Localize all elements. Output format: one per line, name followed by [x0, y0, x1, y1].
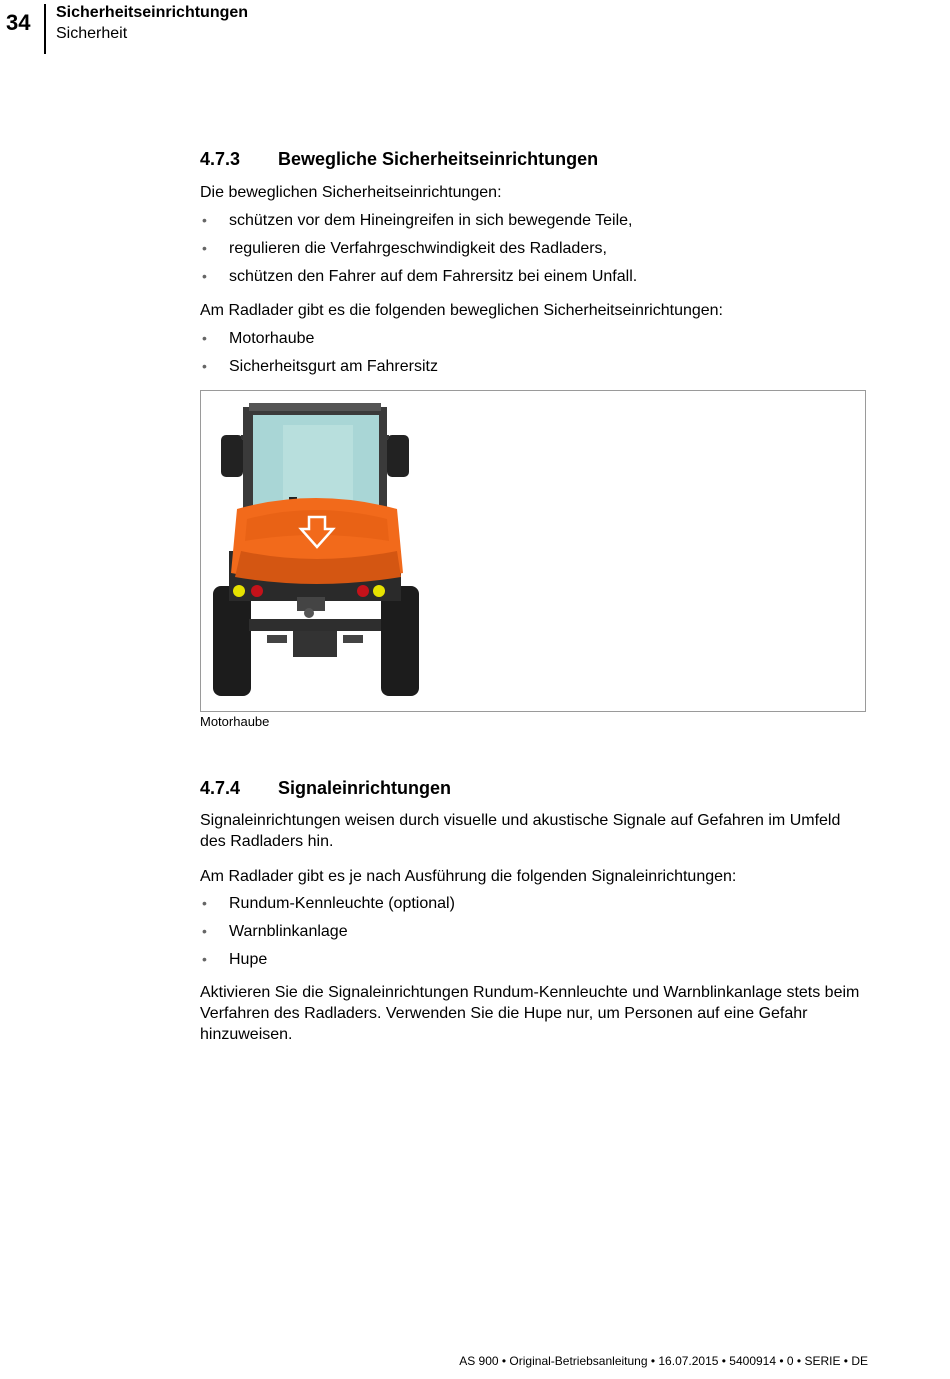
list-item: • schützen vor dem Hineingreifen in sich bewegende Teile,	[202, 212, 633, 229]
list-item: • Hupe	[202, 951, 268, 968]
paragraph: Signaleinrichtungen weisen durch visuelle und akustische Signale auf Gefahren im Umfeld des Radladers hin.	[200, 812, 841, 850]
list-item: • regulieren die Verfahrgeschwindigkeit des Radladers,	[202, 240, 607, 257]
intro-paragraph: Am Radlader gibt es je nach Ausführung die folgenden Signaleinrichtungen:	[200, 868, 737, 885]
paragraph: Aktivieren Sie die Signaleinrichtungen Rundum-Kennleuchte und Warnblinkanlage stets beim Verfahren des Radladers. Verwenden Sie die Hupe nur, um Personen auf eine Gefahr hinzuweisen.	[200, 984, 860, 1043]
bullet-icon: •	[202, 951, 207, 967]
bullet-icon: •	[202, 895, 207, 911]
page-number: 34	[6, 10, 31, 35]
bullet-icon: •	[202, 358, 207, 374]
heading-number: 4.7.4	[200, 778, 241, 798]
chapter-title: Sicherheitseinrichtungen	[56, 4, 249, 21]
footer: AS 900 • Original-Betriebsanleitung • 16.07.2015 • 5400914 • 0 • SERIE • DE	[459, 1354, 868, 1368]
heading-text: Bewegliche Sicherheitseinrichtungen	[278, 149, 599, 169]
figure-caption: Motorhaube	[200, 714, 270, 729]
heading-text: Signaleinrichtungen	[278, 778, 452, 798]
bullet-icon: •	[202, 240, 207, 256]
header-divider	[44, 4, 46, 54]
heading-number: 4.7.3	[200, 149, 241, 169]
wheel-loader-rear-illustration	[201, 391, 865, 711]
bullet-icon: •	[202, 923, 207, 939]
section-title: Sicherheit	[56, 25, 128, 42]
figure-wheel-loader	[200, 390, 866, 712]
bullet-icon: •	[202, 268, 207, 284]
list-item: • Rundum-Kennleuchte (optional)	[202, 895, 455, 912]
bullet-icon: •	[202, 330, 207, 346]
list-item: • Motorhaube	[202, 330, 315, 347]
list-item: • Warnblinkanlage	[202, 923, 348, 940]
bullet-icon: •	[202, 212, 207, 228]
intro-paragraph-2: Am Radlader gibt es die folgenden beweglichen Sicherheitseinrichtungen:	[200, 302, 723, 319]
heading-4-7-3	[200, 149, 598, 170]
heading-4-7-4	[200, 778, 451, 799]
intro-paragraph: Die beweglichen Sicherheitseinrichtungen:	[200, 184, 502, 201]
list-item: • schützen den Fahrer auf dem Fahrersitz bei einem Unfall.	[202, 268, 638, 285]
list-item: • Sicherheitsgurt am Fahrersitz	[202, 358, 438, 375]
